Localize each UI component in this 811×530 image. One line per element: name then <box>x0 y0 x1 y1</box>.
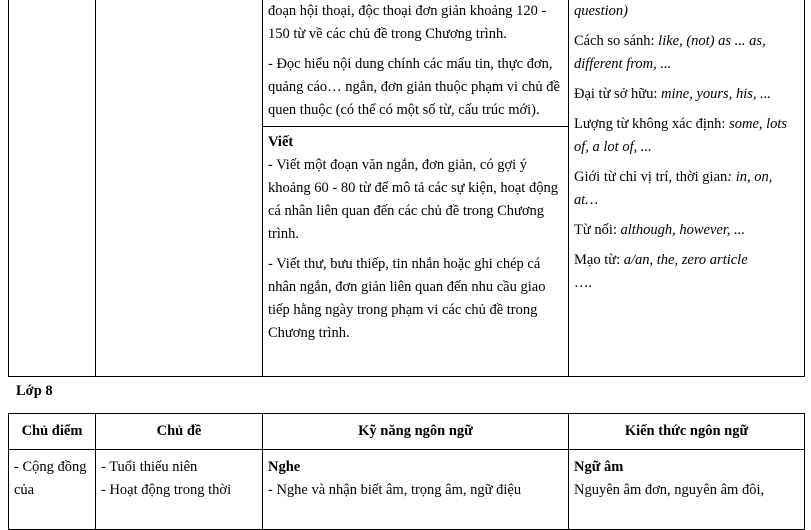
header-skills: Kỹ năng ngôn ngữ <box>263 414 569 450</box>
skills-cell: Nghe - Nghe và nhận biết âm, trọng âm, ngữ điệu <box>263 450 569 530</box>
topic-cell-empty <box>96 0 263 377</box>
writing-text-1: - Viết một đoạn văn ngắn, đơn giản, có gợi ý khoảng 60 - 80 từ để mô tả các sự kiện, hoạt động cá nhân liên quan đến các chủ đề trong Chương trình. <box>268 157 558 242</box>
knowledge-item-quantifier: Lượng từ không xác định: some, lots of, a lot of, ... <box>574 116 788 155</box>
knowledge-item-connector: Từ nối: although, however, ... <box>574 222 745 238</box>
topic-cell: - Tuổi thiếu niên - Hoạt động trong thời <box>96 450 263 530</box>
writing-text-2: - Viết thư, bưu thiếp, tin nhắn hoặc ghi chép cá nhân ngắn, đơn giản liên quan đến nhu cầu giao tiếp hằng ngày trong phạm vi các chủ đề trong Chương trình. <box>268 256 546 341</box>
reading-section <box>263 0 568 127</box>
knowledge-item-possessive: Đại từ sở hữu: mine, yours, his, ... <box>574 86 771 102</box>
knowledge-item-comparison: Cách so sánh: like, (not) as ... as, different from, ... <box>574 33 766 72</box>
knowledge-ellipsis: …. <box>574 275 593 291</box>
theme-cell: - Cộng đồng của <box>9 450 96 530</box>
knowledge-first-line: question) <box>574 3 628 19</box>
header-theme: Chủ điểm <box>9 414 96 450</box>
knowledge-cell <box>569 0 805 377</box>
table-row <box>9 450 805 530</box>
header-row <box>9 414 805 450</box>
grade-8-table <box>8 413 805 530</box>
reading-text-1: đoạn hội thoại, độc thoại đơn giản khoảng 120 - 150 từ về các chủ đề trong Chương trình. <box>268 3 547 42</box>
reading-text-2: - Đọc hiểu nội dung chính các mẩu tin, thực đơn, quảng cáo… ngắn, đơn giản thuộc phạm vi chủ đề quen thuộc (có thể có một số từ, cấu trúc mới). <box>268 56 560 118</box>
grade-heading: Lớp 8 <box>16 383 53 399</box>
curriculum-table-continued <box>8 0 805 377</box>
knowledge-cell: Ngữ âm Nguyên âm đơn, nguyên âm đôi, <box>569 450 805 530</box>
header-topic: Chủ đề <box>96 414 263 450</box>
writing-section <box>263 127 568 345</box>
knowledge-item-preposition: Giới từ chỉ vị trí, thời gian: in, on, at… <box>574 169 773 208</box>
theme-cell-empty <box>9 0 96 377</box>
writing-heading: Viết <box>268 134 294 150</box>
knowledge-item-article: Mạo từ: a/an, the, zero article <box>574 252 748 268</box>
header-knowledge: Kiến thức ngôn ngữ <box>569 414 805 450</box>
skills-cell <box>263 0 569 377</box>
